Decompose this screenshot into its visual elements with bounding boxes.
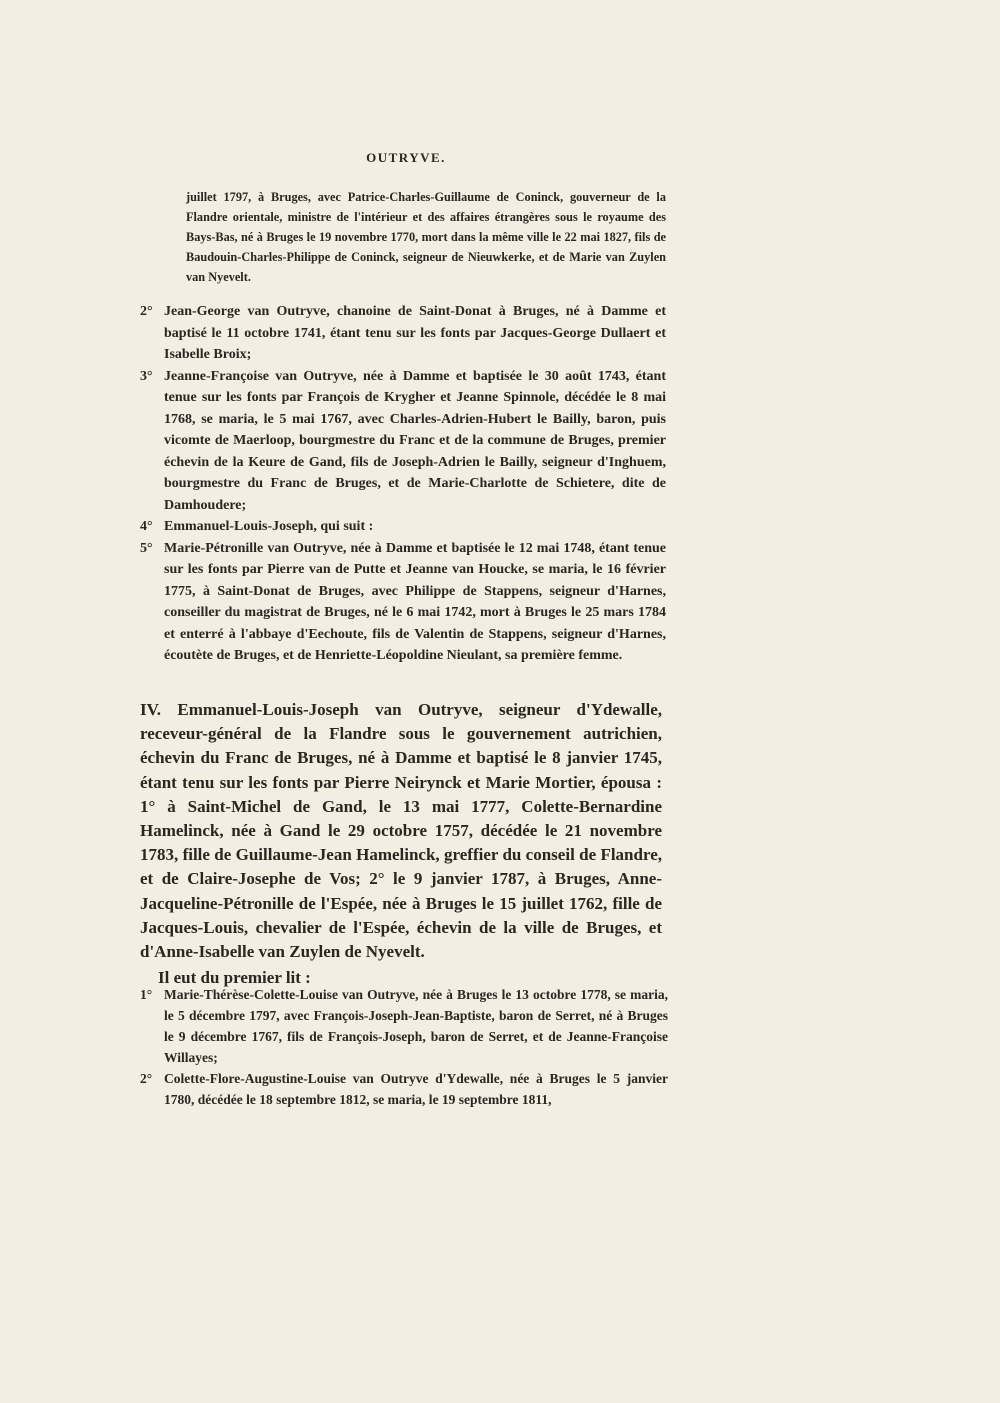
running-head: OUTRYVE. [366,150,446,165]
list-item [140,984,668,1068]
item-number: 5° [140,540,153,556]
main-paragraph: IV. Emmanuel-Louis-Joseph van Outryve, seigneur d'Ydewalle, receveur-général de la Flandre sous le gouvernement autrichien, échevin du Franc de Bruges, né à Damme et baptisé le 8 janvier 1745, étant tenu sur les fonts par Pierre Neirynck et Marie Mortier, épousa : 1° à Saint-Michel de Gand, le 13 mai 1777, Colette-Bernardine Hamelinck, née à Gand le 29 octobre 1757, décédée le 21 novembre 1783, fille de Guillaume-Jean Hamelinck, greffier du conseil de Flandre, et de Claire-Josephe de Vos; 2° le 9 janvier 1787, à Bruges, Anne-Jacqueline-Pétronille de l'Espée, née à Bruges le 15 juillet 1762, fille de Jacques-Louis, chevalier de l'Espée, échevin de la ville de Bruges, et d'Anne-Isabelle van Zuylen de Nyevelt. [140,700,662,962]
item-number: 2° [140,304,153,319]
list-item [140,1068,668,1110]
children-list-b [140,984,668,1110]
list-item [140,538,666,667]
item-text: Emmanuel-Louis-Joseph, qui suit : [164,519,374,534]
item-text: Marie-Pétronille van Outryve, née à Damme et baptisée le 12 mai 1748, étant tenue sur les fonts par Pierre van de Putte et Jeanne van Houcke, se maria, le 16 février 1775, à Saint-Donat de Bruges, avec Philippe de Stappens, seigneur d'Harnes, conseiller du magistrat de Bruges, né le 6 mai 1742, mort à Bruges le 25 mars 1784 et enterré à l'abbaye d'Eechoute, fils de Valentin de Stappens, seigneur d'Harnes, écoutète de Bruges, et de Henriette-Léopoldine Nieulant, sa première femme. [164,540,666,663]
list-item [140,516,666,538]
item-number: 3° [140,368,153,384]
item-number: 4° [140,519,153,534]
item-number: 1° [140,987,153,1002]
item-text: Marie-Thérèse-Colette-Louise van Outryve, née à Bruges le 13 octobre 1778, se maria, le 5 décembre 1797, avec François-Joseph-Jean-Baptiste, baron de Serret, né à Bruges le 9 décembre 1767, fils de François-Joseph, baron de Serret, et de Jeanne-Françoise Willayes; [164,987,668,1065]
continuation-paragraph: juillet 1797, à Bruges, avec Patrice-Charles-Guillaume de Coninck, gouverneur de la Flandre orientale, ministre de l'intérieur et des affaires étrangères sous le royaume des Bays-Bas, né à Bruges le 19 novembre 1770, mort dans la même ville le 22 mai 1827, fils de Baudouin-Charles-Philippe de Coninck, seigneur de Nieuwkerke, et de Marie van Zuylen van Nyevelt. [186,190,666,284]
issue-line: Il eut du premier lit : [158,968,311,988]
item-text: Jeanne-Françoise van Outryve, née à Damme et baptisée le 30 août 1743, étant tenue sur les fonts par François de Krygher et Jeanne Spinnole, décédée le 8 mai 1768, se maria, le 5 mai 1767, avec Charles-Adrien-Hubert le Bailly, baron, puis vicomte de Maerloop, bourgmestre du Franc et de la commune de Bruges, premier échevin de la Keure de Gand, fils de Joseph-Adrien le Bailly, seigneur d'Inghuem, bourgmestre du Franc de Bruges, et de Marie-Charlotte de Schietere, dite de Damhoudere; [164,368,666,513]
generation-iv-paragraph [140,698,662,990]
list-item [140,366,666,517]
list-item [140,301,666,366]
item-number: 2° [140,1071,153,1086]
item-text: Jean-George van Outryve, chanoine de Saint-Donat à Bruges, né à Damme et baptisé le 11 octobre 1741, étant tenu sur les fonts par Jacques-George Dullaert et Isabelle Broix; [164,304,666,362]
children-list-a [140,301,666,667]
item-text: Colette-Flore-Augustine-Louise van Outryve d'Ydewalle, née à Bruges le 5 janvier 1780, décédée le 18 septembre 1812, se maria, le 19 septembre 1811, [164,1071,668,1107]
